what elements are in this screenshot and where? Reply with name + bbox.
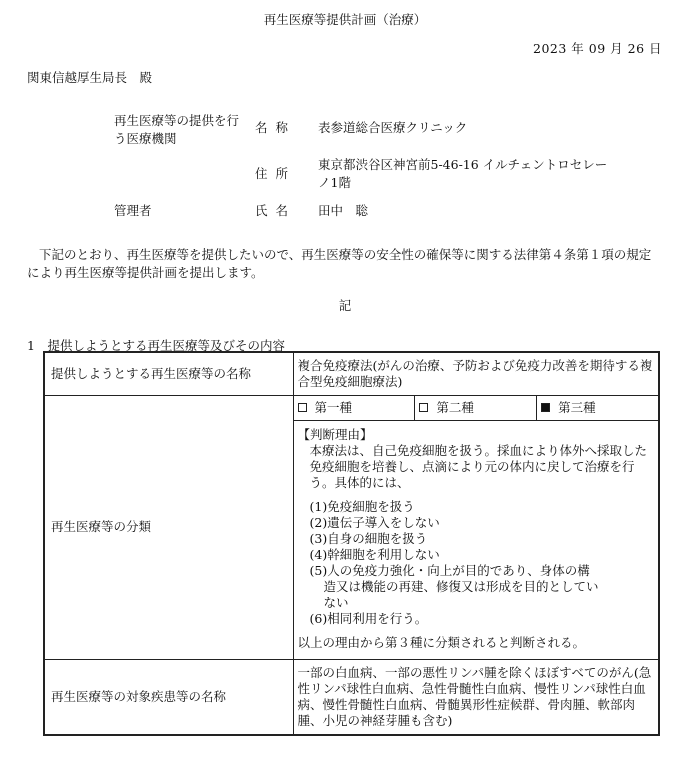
checkbox-empty-icon xyxy=(419,403,428,412)
therapy-name-label: 提供しようとする再生医療等の名称 xyxy=(44,352,293,395)
clinic-name: 表参道総合医療クリニック xyxy=(318,120,468,135)
reason-item: (2)遺伝子導入をしない xyxy=(309,514,440,530)
reason-heading: 【判断理由】 xyxy=(297,426,373,442)
therapy-name-value: 複合免疫療法(がんの治療、予防および免疫力改善を期待する複合型免疫細胞療法) xyxy=(293,352,659,395)
reason-item-cont: ない xyxy=(323,594,349,610)
target-disease-label: 再生医療等の対象疾患等の名称 xyxy=(44,659,293,735)
clinic-address: 東京都渋谷区神宮前5-46-16 イルチェントロセレーノ1階 xyxy=(318,157,608,190)
address-key: 住所 xyxy=(255,166,297,181)
document-date: 2023 年 09 月 26 日 xyxy=(533,41,662,56)
manager-name: 田中 聡 xyxy=(318,203,369,218)
target-disease-value: 一部の白血病、一部の悪性リンパ腫を除くほぼすべてのがん(急性リンパ球性白血病、急性骨髄性白血病、慢性リンパ球性白血病、慢性骨髄性白血病、骨髄異形性症候群、骨肉腫、軟部肉腫、小児の神経芽腫も含む) xyxy=(293,659,659,735)
name-key: 名称 xyxy=(255,120,297,135)
classification-options xyxy=(294,396,659,421)
reason-text: 本療法は、自己免疫細胞を扱う。採血により体外へ採取した免疫細胞を培養し、点滴により元の体内に戻して治療を行う。具体的には、 xyxy=(309,442,648,490)
option-class-3 xyxy=(536,396,658,420)
reason-item-cont: 造又は機能の再建、修復又は形成を目的としてい xyxy=(323,578,599,594)
table-row xyxy=(44,659,659,735)
reason-item: (1)免疫細胞を扱う xyxy=(309,498,415,514)
manager-name-key: 氏名 xyxy=(255,203,297,218)
plan-table xyxy=(43,351,660,736)
option-class-1 xyxy=(294,396,415,420)
ki-heading: 記 xyxy=(338,298,352,313)
reason-item: (3)自身の細胞を扱う xyxy=(309,530,428,546)
reason-block xyxy=(294,421,659,659)
reason-item: (5)人の免疫力強化・向上が目的であり、身体の構 xyxy=(309,562,590,578)
manager-label: 管理者 xyxy=(114,203,152,218)
option-label: 第三種 xyxy=(558,399,596,415)
option-class-2 xyxy=(414,396,536,420)
intro-paragraph: 下記のとおり、再生医療等を提供したいので、再生医療等の安全性の確保等に関する法律第４条第１項の規定により再生医療等提供計画を提出します。 xyxy=(27,247,652,280)
checkbox-filled-icon xyxy=(541,403,550,412)
table-row xyxy=(44,352,659,395)
applicant-label: 再生医療等の提供を行う医療機関 xyxy=(114,113,240,146)
option-label: 第一種 xyxy=(314,399,353,415)
reason-item: (6)相同利用を行う。 xyxy=(309,610,428,626)
reason-item: (4)幹細胞を利用しない xyxy=(309,546,440,562)
document-title: 再生医療等提供計画（治療） xyxy=(263,12,427,27)
reason-conclusion: 以上の理由から第３種に分類されると判断される。 xyxy=(297,634,586,650)
option-label: 第二種 xyxy=(436,399,474,415)
table-row xyxy=(44,395,659,659)
addressee: 関東信越厚生局長 殿 xyxy=(27,70,153,85)
classification-cell xyxy=(293,395,659,659)
checkbox-empty-icon xyxy=(298,403,307,412)
classification-label: 再生医療等の分類 xyxy=(44,395,293,659)
section-1-heading: 1 提供しようとする再生医療等及びその内容 xyxy=(27,338,285,353)
